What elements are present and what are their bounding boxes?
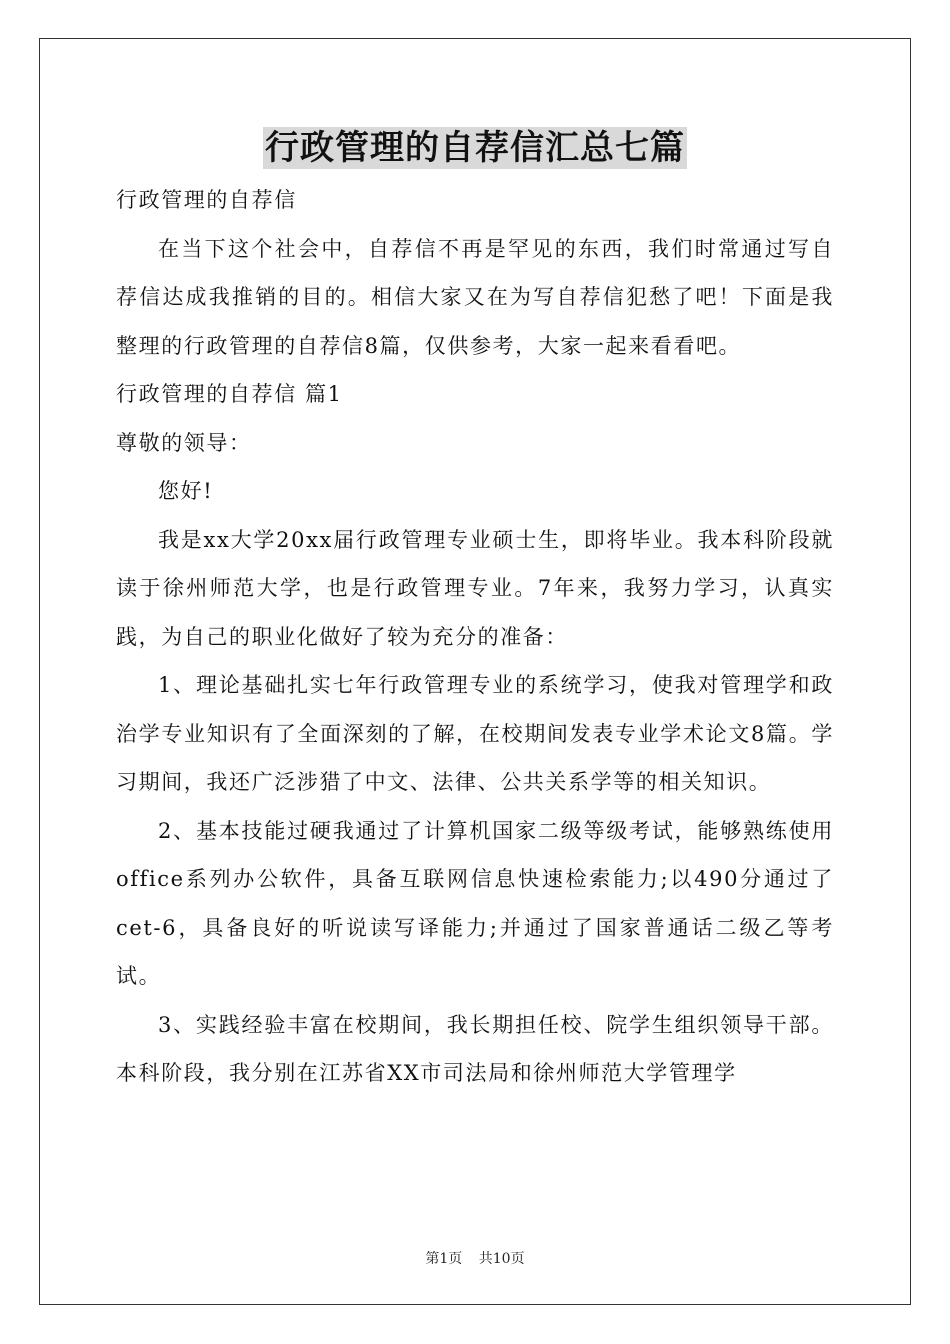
page-total: 共10页	[478, 1251, 525, 1267]
paragraph: 我是xx大学20xx届行政管理专业硕士生，即将毕业。我本科阶段就读于徐州师范大学，也是行政管理专业。7年来，我努力学习，认真实践，为自己的职业化做好了较为充分的准备：	[116, 527, 834, 649]
document-body	[116, 176, 834, 1098]
paragraph: 1、理论基础扎实七年行政管理专业的系统学习，使我对管理学和政治学专业知识有了全面深刻的了解，在校期间发表专业学术论文8篇。学习期间，我还广泛涉猎了中文、法律、公共关系学等的相关知识。	[116, 673, 834, 794]
section-heading: 行政管理的自荐信 篇1	[116, 382, 343, 406]
salutation: 尊敬的领导：	[116, 430, 252, 455]
greeting: 您好!	[158, 479, 214, 503]
paragraph: 在当下这个社会中，自荐信不再是罕见的东西，我们时常通过写自荐信达成我推销的目的。相信大家又在为写自荐信犯愁了吧！下面是我整理的行政管理的自荐信8篇，仅供参考，大家一起来看看吧。	[116, 236, 834, 358]
page-footer	[0, 1248, 950, 1268]
paragraph: 2、基本技能过硬我通过了计算机国家二级等级考试，能够熟练使用office系列办公软件，具备互联网信息快速检索能力;以490分通过了cet-6，具备良好的听说读写译能力;并通过了国家普通话二级乙等考试。	[116, 818, 834, 988]
paragraph: 3、实践经验丰富在校期间，我长期担任校、院学生组织领导干部。本科阶段，我分别在江苏省XX市司法局和徐州师范大学管理学	[116, 1012, 834, 1085]
paragraph: 行政管理的自荐信	[116, 188, 297, 212]
document-title: 行政管理的自荐信汇总七篇	[265, 128, 685, 168]
page-number: 第1页	[425, 1251, 463, 1267]
title-container	[0, 127, 950, 169]
